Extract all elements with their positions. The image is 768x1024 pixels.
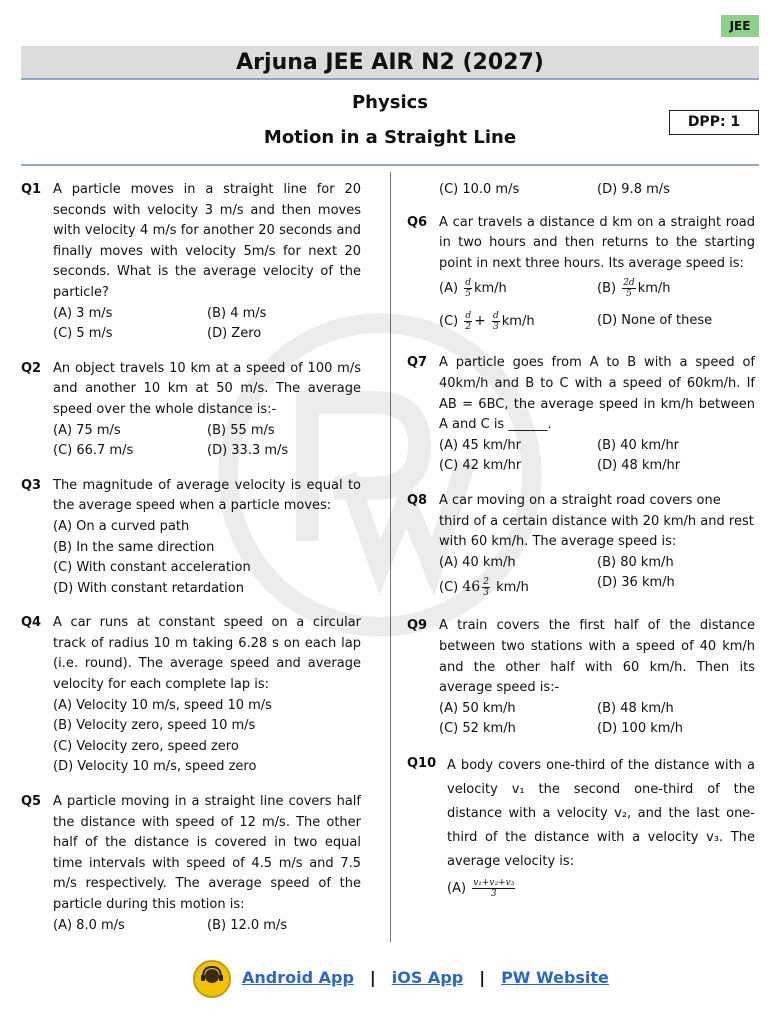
question-text: A particle moving in a straight line covers half the distance with speed of 12 m/s. The other half of the distance is covered in two equal time intervals with speed of 4.5 m/s and 7.5 m/s respectively. The average speed of the particle during this motion is: xyxy=(53,794,361,912)
question-number: Q2 xyxy=(21,360,42,376)
option-c[interactable]: (C) 10.0 m/s xyxy=(439,182,520,197)
option-a[interactable]: (A) 45 km/hr xyxy=(439,437,521,453)
question-number: Q10 xyxy=(407,755,437,771)
fraction: $\frac{2}{3}$ xyxy=(483,577,489,599)
option-b[interactable]: (B) 4 m/s xyxy=(207,305,267,321)
question-text: An object travels 10 km at a speed of 100 m/s and another 10 km at 50 m/s. The average speed over the whole distance is:- xyxy=(53,360,361,417)
separator: | xyxy=(369,968,376,987)
pw-website-link[interactable]: PW Website xyxy=(501,968,609,987)
exam-badge: JEE xyxy=(721,15,759,37)
option-a[interactable]: (A) 40 km/h xyxy=(439,554,516,570)
option-d[interactable]: (D) 9.8 m/s xyxy=(597,182,670,197)
left-column xyxy=(21,180,361,950)
option-a[interactable]: (A) 75 m/s xyxy=(53,422,121,438)
question-text: The magnitude of average velocity is equal to the average speed when a particle moves: xyxy=(53,477,361,514)
option-d[interactable]: (D) 33.3 m/s xyxy=(207,443,289,459)
question-number: Q5 xyxy=(21,794,42,810)
question-number: Q9 xyxy=(407,618,428,634)
option-b[interactable]: (B) 12.0 m/s xyxy=(207,917,288,933)
question-4 xyxy=(21,613,361,778)
chapter-heading: Motion in a Straight Line xyxy=(263,127,517,148)
option-c[interactable]: (C) 5 m/s xyxy=(53,326,113,342)
option-b[interactable]: (B) 48 km/h xyxy=(597,700,674,716)
question-3 xyxy=(21,476,361,600)
option-d[interactable]: (D) None of these xyxy=(597,313,713,329)
question-text: A car moving on a straight road covers one third of a certain distance with 20 km/h and rest with 60 km/h. The average speed is: xyxy=(439,492,754,550)
question-5-continued xyxy=(407,180,755,201)
page-title: Arjuna JEE AIR N2 (2027) xyxy=(236,50,544,75)
right-column xyxy=(407,180,755,918)
option-b[interactable]: (B) 80 km/h xyxy=(597,554,674,570)
question-9 xyxy=(407,616,755,740)
title-bar xyxy=(21,46,759,80)
option-b[interactable]: (B) 40 km/hr xyxy=(597,437,680,453)
option-c[interactable]: (C) 66.7 m/s xyxy=(53,443,134,459)
question-1 xyxy=(21,180,361,345)
question-number: Q6 xyxy=(407,214,428,230)
question-number: Q4 xyxy=(21,615,42,631)
separator: | xyxy=(479,968,486,987)
question-number: Q3 xyxy=(21,477,42,493)
fraction: $\frac{d}{5}$ xyxy=(465,278,471,300)
question-text: A particle goes from A to B with a speed of 40km/h and B to C with a speed of 60km/h. If AB = 6BC, the average speed in km/h between A and C is ______. xyxy=(439,355,755,433)
option-a[interactable]: (A) $\frac{d}{5}$ km/h xyxy=(439,278,507,300)
question-text: A car travels a distance d km on a straight road in two hours and then returns to the starting point in next three hours. Its average speed is: xyxy=(439,214,755,271)
option-a[interactable]: (A) Velocity 10 m/s, speed 10 m/s xyxy=(53,697,272,713)
option-d[interactable]: (D) 100 km/h xyxy=(597,721,684,737)
option-c[interactable]: (C) 42 km/hr xyxy=(439,458,522,474)
option-b[interactable]: (B) 55 m/s xyxy=(207,422,275,438)
option-d[interactable]: (D) 36 km/h xyxy=(597,575,675,591)
option-c[interactable]: (C) Velocity zero, speed zero xyxy=(53,738,239,754)
question-text: A body covers one-third of the distance with a velocity v₁ the second one-third of the distance with a velocity v₂, and the last one-third of the distance with a velocity v₃. The average velocity is: xyxy=(447,757,755,869)
option-c[interactable]: (C) 46 $\frac{2}{3}$ km/h xyxy=(439,577,529,599)
question-number: Q1 xyxy=(21,182,42,197)
question-8 xyxy=(407,491,755,602)
fraction: $\frac{d}{3}$ xyxy=(493,311,499,333)
header-divider xyxy=(21,164,759,166)
option-b[interactable]: (B) $\frac{2d}{5}$ km/h xyxy=(597,278,671,300)
question-7 xyxy=(407,353,755,477)
customer-service-icon[interactable] xyxy=(193,960,231,998)
dpp-label: DPP: 1 xyxy=(669,110,759,135)
question-6 xyxy=(407,213,755,340)
option-c[interactable]: (C) With constant acceleration xyxy=(53,560,251,576)
option-b[interactable]: (B) Velocity zero, speed 10 m/s xyxy=(53,718,256,734)
fraction: $\frac{2d}{5}$ xyxy=(623,278,635,300)
option-d[interactable]: (D) With constant retardation xyxy=(53,580,244,596)
question-text: A car runs at constant speed on a circular track of radius 10 m taking 6.28 s on each lap (i.e. round). The average speed and average velocity for each complete lap is: xyxy=(53,615,361,693)
fraction: $\frac{d}{2}$ xyxy=(465,311,472,333)
question-number: Q7 xyxy=(407,355,428,371)
option-d[interactable]: (D) 48 km/hr xyxy=(597,458,681,474)
question-10 xyxy=(407,754,755,904)
subject-heading: Physics xyxy=(351,92,428,113)
option-d[interactable]: (D) Zero xyxy=(207,326,262,342)
question-text: A train covers the first half of the distance between two stations with a speed of 40 km/h and the other half with 60 km/h. Then its average speed is:- xyxy=(439,618,755,696)
option-a[interactable]: (A) 8.0 m/s xyxy=(53,917,125,933)
fraction: $\frac{\text{v₁+v₂+v₃}}{3}$ xyxy=(473,877,515,899)
option-c[interactable]: (C) $\frac{d}{2}$ + $\frac{d}{3}$ km/h xyxy=(439,311,535,333)
option-a[interactable]: (A) 3 m/s xyxy=(53,305,113,321)
option-c[interactable]: (C) 52 km/h xyxy=(439,721,516,737)
footer-links xyxy=(242,968,609,987)
option-a[interactable]: (A) $\frac{\text{v₁+v₂+v₃}}{3}$ xyxy=(447,877,515,899)
ios-app-link[interactable]: iOS App xyxy=(391,968,464,987)
option-a[interactable]: (A) On a curved path xyxy=(53,518,190,534)
footer xyxy=(0,958,768,1002)
question-text: A particle moves in a straight line for 20 seconds with velocity 3 m/s and then moves with velocity 4 m/s for another 20 seconds and finally moves with velocity 5m/s for next 20 seconds. What is the average velocity of the particle? xyxy=(53,182,361,300)
android-app-link[interactable]: Android App xyxy=(242,968,354,987)
option-b[interactable]: (B) In the same direction xyxy=(53,539,215,555)
question-number: Q8 xyxy=(407,492,428,508)
option-a[interactable]: (A) 50 km/h xyxy=(439,700,516,716)
option-d[interactable]: (D) Velocity 10 m/s, speed zero xyxy=(53,759,257,775)
question-5 xyxy=(21,792,361,936)
question-2 xyxy=(21,359,361,462)
